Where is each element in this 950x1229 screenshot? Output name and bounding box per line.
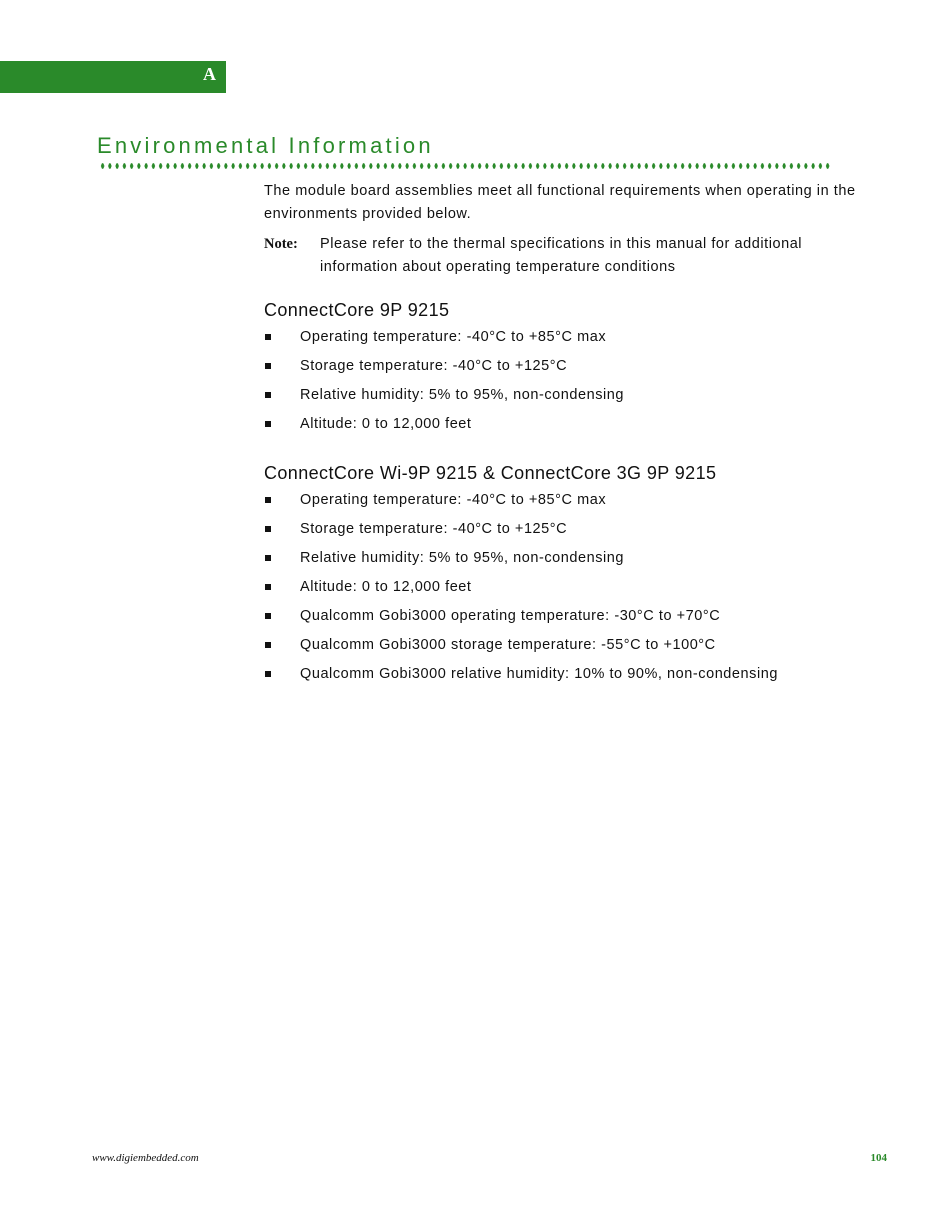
bullet-square-icon	[265, 642, 271, 648]
list-item	[264, 606, 884, 635]
bullet-square-icon	[265, 671, 271, 677]
list-item	[264, 635, 884, 664]
note-block	[264, 233, 884, 279]
appendix-tab	[0, 61, 226, 93]
note-label: Note:	[264, 236, 298, 252]
bullet-square-icon	[265, 584, 271, 590]
list-item	[264, 385, 884, 414]
bullet-square-icon	[265, 421, 271, 427]
bullet-square-icon	[265, 613, 271, 619]
list-item-text: Altitude: 0 to 12,000 feet	[300, 416, 472, 432]
group-heading: ConnectCore Wi-9P 9215 & ConnectCore 3G 9P 9215	[264, 463, 717, 483]
bullet-square-icon	[265, 497, 271, 503]
list-item	[264, 356, 884, 385]
bullet-square-icon	[265, 392, 271, 398]
list-item	[264, 490, 884, 519]
list-item-text: Operating temperature: -40°C to +85°C max	[300, 329, 607, 345]
footer-url[interactable]: www.digiembedded.com	[92, 1152, 199, 1164]
list-item-text: Qualcomm Gobi3000 operating temperature: -30°C to +70°C	[300, 608, 721, 624]
list-item-text: Qualcomm Gobi3000 storage temperature: -55°C to +100°C	[300, 637, 716, 653]
bullet-square-icon	[265, 555, 271, 561]
list-item-text: Qualcomm Gobi3000 relative humidity: 10% to 90%, non-condensing	[300, 666, 778, 682]
bullet-square-icon	[265, 526, 271, 532]
list-item	[264, 577, 884, 606]
note-text: Please refer to the thermal specifications in this manual for additional information about operating temperature conditions	[320, 236, 803, 275]
list-item	[264, 414, 884, 443]
list-item-text: Relative humidity: 5% to 95%, non-condensing	[300, 550, 625, 566]
intro-paragraph: The module board assemblies meet all functional requirements when operating in the environments provided below.	[264, 183, 856, 222]
list-item-text: Operating temperature: -40°C to +85°C max	[300, 492, 607, 508]
list-item	[264, 519, 884, 548]
spec-list	[264, 327, 884, 443]
main-content	[264, 180, 884, 693]
list-item-text: Storage temperature: -40°C to +125°C	[300, 521, 568, 537]
bullet-square-icon	[265, 363, 271, 369]
spec-list	[264, 490, 884, 693]
dotted-rule	[99, 162, 833, 170]
bullet-square-icon	[265, 334, 271, 340]
list-item-text: Relative humidity: 5% to 95%, non-condensing	[300, 387, 625, 403]
list-item	[264, 327, 884, 356]
list-item-text: Storage temperature: -40°C to +125°C	[300, 358, 568, 374]
list-item	[264, 664, 884, 693]
list-item-text: Altitude: 0 to 12,000 feet	[300, 579, 472, 595]
appendix-letter: A	[203, 64, 216, 84]
group-heading: ConnectCore 9P 9215	[264, 300, 450, 320]
page-number: 104	[870, 1152, 887, 1164]
list-item	[264, 548, 884, 577]
section-title: Environmental Information	[97, 133, 434, 158]
